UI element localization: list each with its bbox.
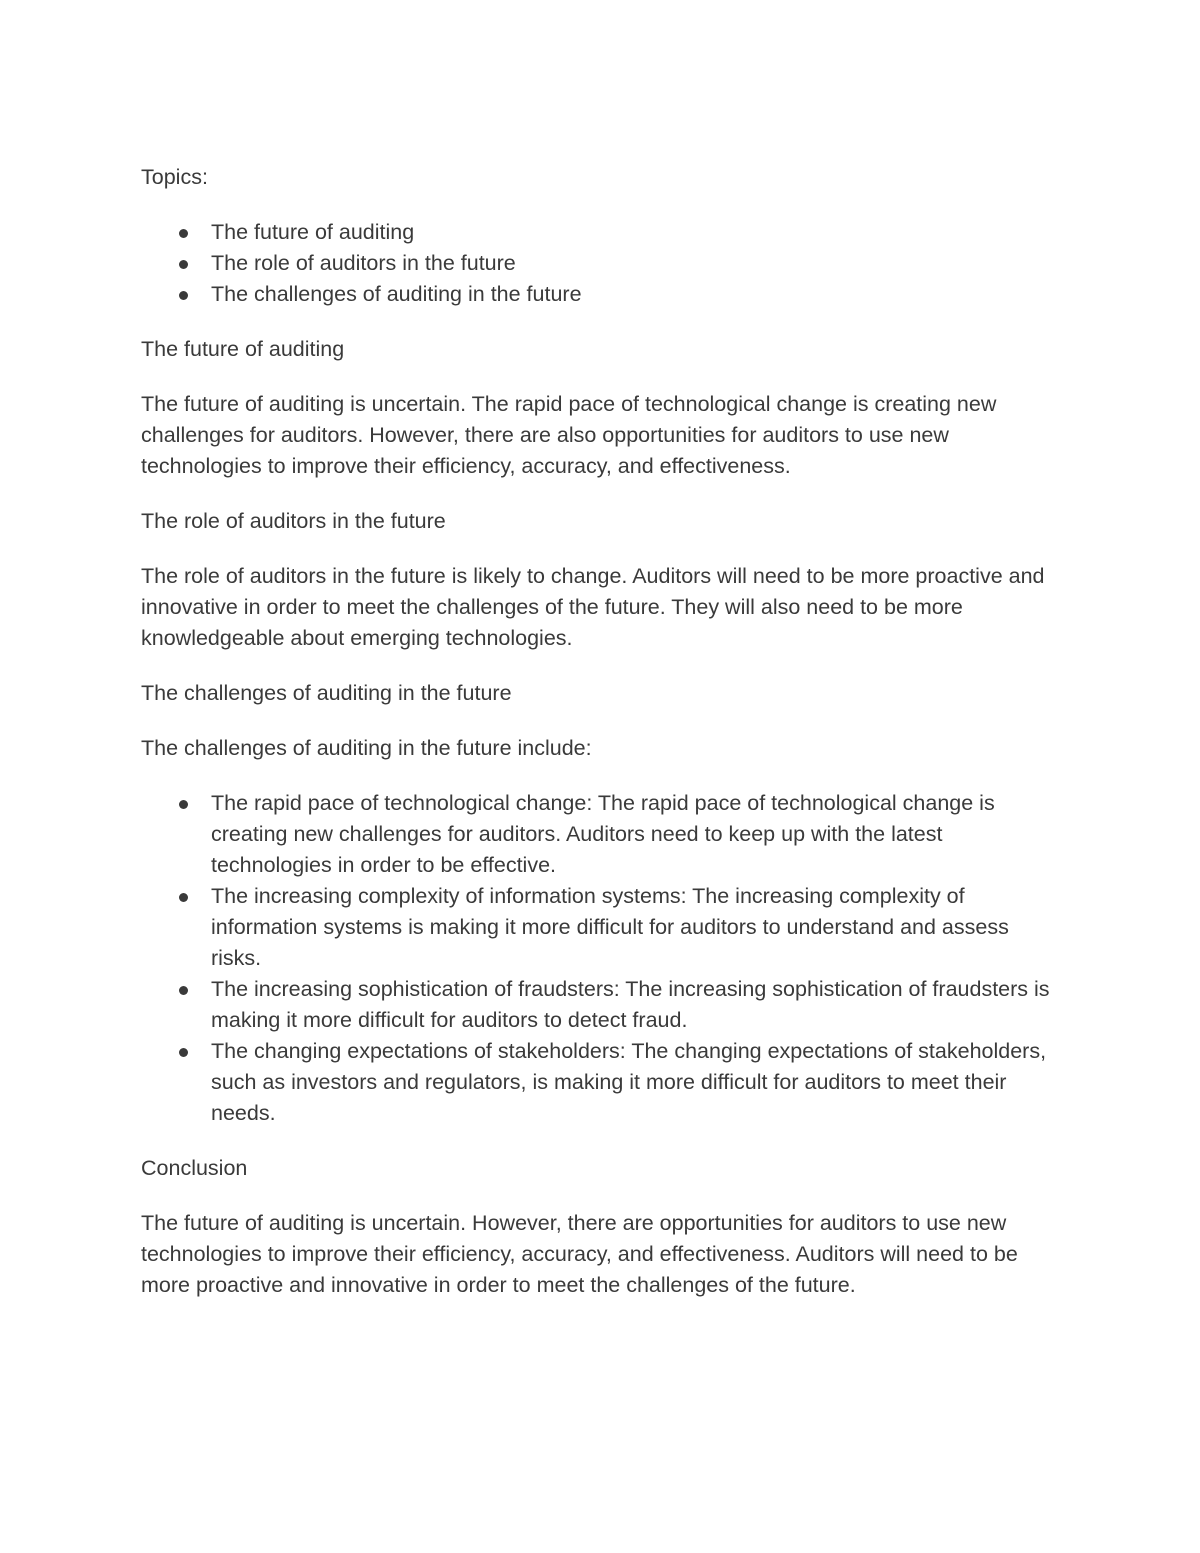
bullet-icon	[179, 1048, 188, 1057]
bullet-icon	[179, 800, 188, 809]
list-item-text: The increasing sophistication of fraudsters: The increasing sophistication of fraudsters is making it more difficult for auditors to detect fraud.	[211, 977, 1050, 1032]
list-item-text: The challenges of auditing in the future	[211, 282, 582, 306]
list-item-text: The rapid pace of technological change: The rapid pace of technological change is creating new challenges for auditors. Auditors need to keep up with the latest technologies in order to be effective.	[211, 791, 995, 877]
list-item	[141, 974, 1061, 1036]
challenges-list	[141, 788, 1061, 1129]
list-item-text: The role of auditors in the future	[211, 251, 516, 275]
conclusion-body: The future of auditing is uncertain. However, there are opportunities for auditors to use new technologies to improve their efficiency, accuracy, and effectiveness. Auditors will need to be more proactive and innovative in order to meet the challenges of the future.	[141, 1211, 1018, 1297]
list-item	[141, 217, 1061, 248]
list-item-text: The changing expectations of stakeholders: The changing expectations of stakeholders, such as investors and regulators, is making it more difficult for auditors to meet their needs.	[211, 1039, 1047, 1125]
bullet-icon	[179, 986, 188, 995]
list-item-text: The future of auditing	[211, 220, 415, 244]
conclusion-heading: Conclusion	[141, 1156, 248, 1180]
list-item	[141, 248, 1061, 279]
section-heading: The future of auditing	[141, 337, 345, 361]
bullet-icon	[179, 893, 188, 902]
section-body: The future of auditing is uncertain. The rapid pace of technological change is creating new challenges for auditors. However, there are also opportunities for auditors to use new technologies to improve their efficiency, accuracy, and effectiveness.	[141, 392, 997, 478]
list-item	[141, 279, 1061, 310]
list-item	[141, 788, 1061, 881]
document-page	[141, 162, 1061, 1325]
section-heading: The role of auditors in the future	[141, 509, 446, 533]
list-item	[141, 881, 1061, 974]
list-item-text: The increasing complexity of information systems: The increasing complexity of information systems is making it more difficult for auditors to understand and assess risks.	[211, 884, 1009, 970]
bullet-icon	[179, 229, 188, 238]
section-body: The role of auditors in the future is likely to change. Auditors will need to be more proactive and innovative in order to meet the challenges of the future. They will also need to be more knowledgeable about emerging technologies.	[141, 564, 1045, 650]
bullet-icon	[179, 291, 188, 300]
list-item	[141, 1036, 1061, 1129]
topics-label: Topics:	[141, 165, 208, 189]
topics-list	[141, 217, 1061, 310]
section-heading: The challenges of auditing in the future	[141, 681, 512, 705]
section-intro: The challenges of auditing in the future include:	[141, 736, 592, 760]
bullet-icon	[179, 260, 188, 269]
